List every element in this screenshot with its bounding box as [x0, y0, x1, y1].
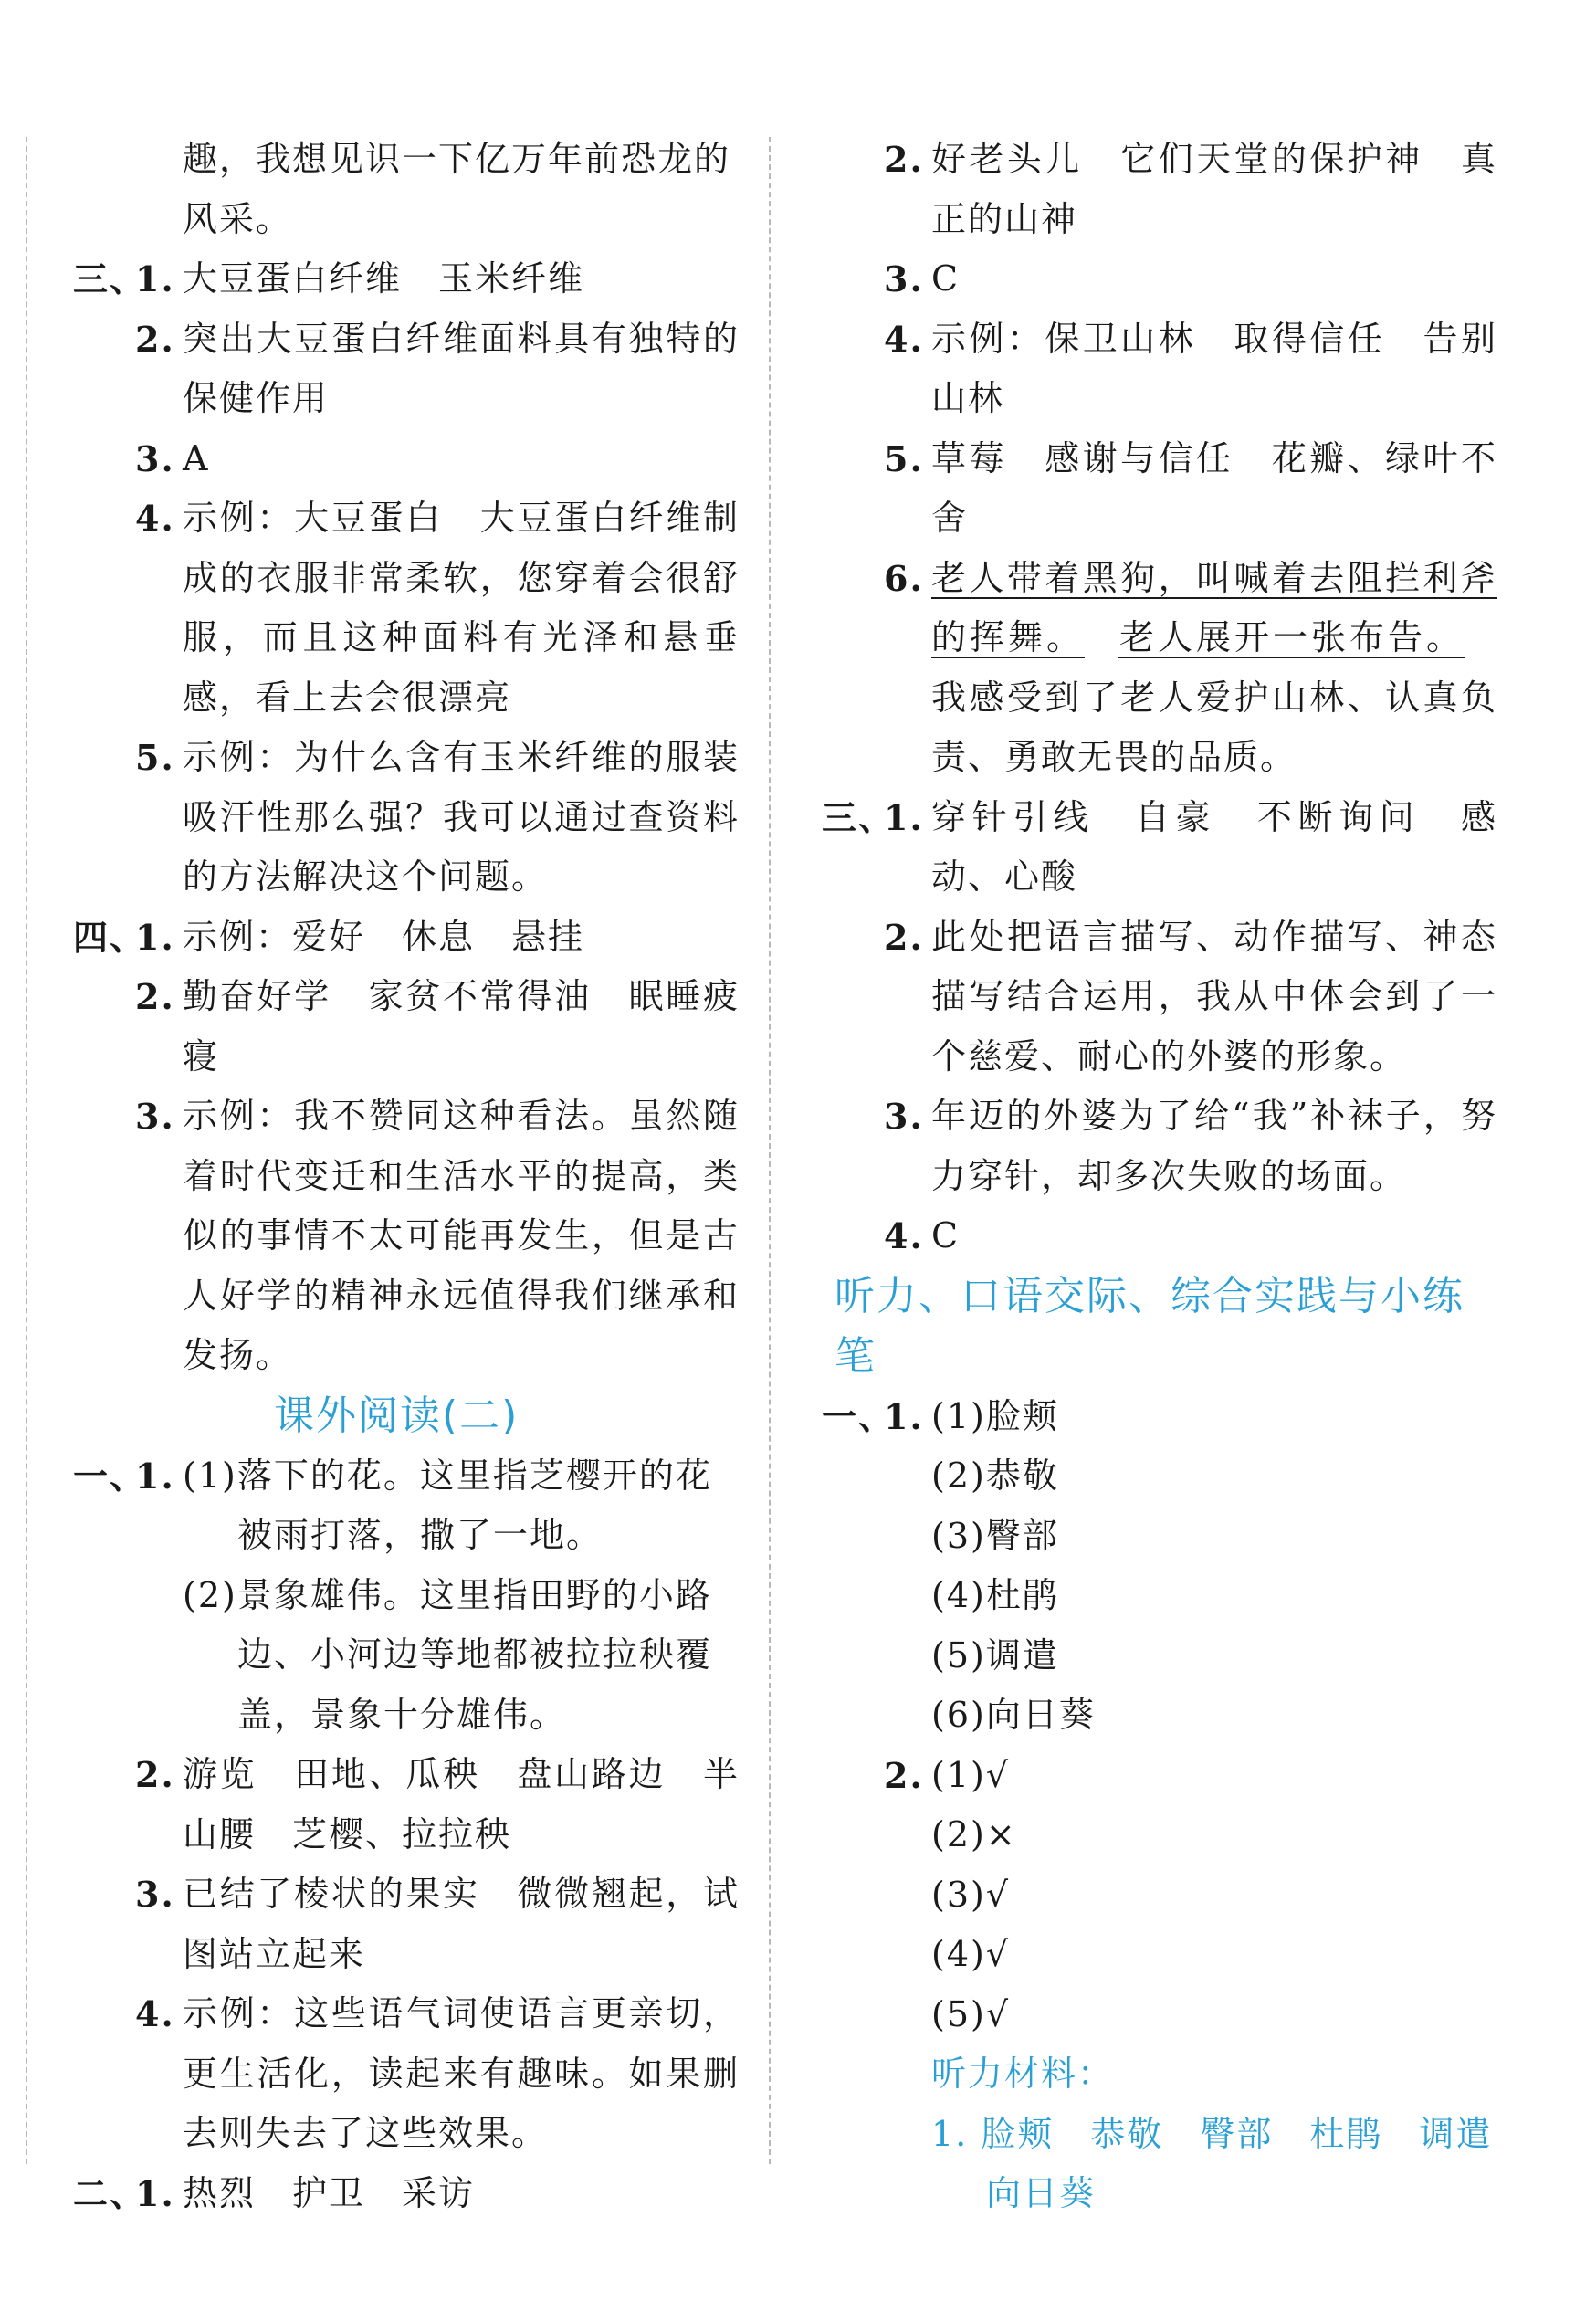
listening-section-1-item-1: [822, 1387, 1497, 1746]
section-3-item-1: [73, 249, 740, 310]
item-number: 2.: [884, 1754, 924, 1796]
underlined-sentence-2: 老人展开一张布告。: [1118, 617, 1465, 657]
item-number: 4.: [884, 318, 924, 360]
answer-text: 大豆蛋白纤维 玉米纤维: [183, 258, 585, 299]
reading-section-1-item-4: [73, 1984, 740, 2164]
answer-remark: 我感受到了老人爱护山林、认真负责、勇敢无畏的品质。: [931, 677, 1497, 777]
section-3-item-3: [73, 429, 740, 489]
item-3: [822, 249, 1497, 310]
item-number: 2.: [135, 976, 175, 1017]
answer-text: 年迈的外婆为了给“我”补袜子，努力穿针，却多次失败的场面。: [931, 1096, 1497, 1196]
section-label: 三、: [73, 258, 147, 299]
item-number: 1.: [135, 258, 175, 299]
item-number: 3.: [135, 437, 175, 479]
answer-text: 草莓 感谢与信任 花瓣、绿叶不舍: [931, 437, 1497, 538]
item-number: 5.: [135, 737, 175, 778]
sub-answer-2: [73, 1566, 740, 1746]
item-number: 1.: [135, 1455, 175, 1497]
answer-text: 已结了棱状的果实 微微翘起，试图站立起来: [183, 1874, 740, 1974]
section-3-item-5: [73, 728, 740, 908]
sub-answer-text: (1)落下的花。这里指芝樱开的花被雨打落，撒了一地。: [183, 1455, 712, 1555]
section-4-item-1: [73, 908, 740, 968]
answer-text: 穿针引线 自豪 不断询问 感动、心酸: [931, 796, 1497, 897]
item-number: 2.: [884, 139, 924, 180]
sub-answer: (4)杜鹃: [931, 1575, 1059, 1615]
answer-text: 示例：大豆蛋白 大豆蛋白纤维制成的衣服非常柔软，您穿着会很舒服，而且这种面料有光泽和悬垂感，看上去会很漂亮: [183, 498, 740, 718]
reading-section-1-item-1: [73, 1446, 740, 1746]
answer-text: A: [183, 437, 210, 478]
sub-answer: (5)调遣: [931, 1634, 1059, 1676]
sub-answer: (1)√: [931, 1754, 1011, 1795]
answer-text: C: [931, 258, 961, 299]
reading-section-2-item-1: [73, 2164, 740, 2224]
answer-text: 示例：我不赞同这种看法。虽然随着时代变迁和生活水平的提高，类似的事情不太可能再发生，但是古人好学的精神永远值得我们继承和发扬。: [183, 1096, 740, 1375]
answer-text: 示例：这些语气词使语言更亲切，更生活化，读起来有趣味。如果删去则失去了这些效果。: [183, 1993, 740, 2153]
reading-section-1-item-3: [73, 1865, 740, 1984]
continued-answer: [73, 130, 740, 249]
item-number: 3.: [135, 1096, 175, 1137]
item-number: 3.: [884, 1096, 924, 1137]
column-divider: [769, 137, 771, 2164]
item-4: [822, 310, 1497, 429]
section-3-item-4: [822, 1206, 1497, 1266]
answer-text: 此处把语言描写、动作描写、神态描写结合运用，我从中体会到了一个慈爱、耐心的外婆的形象。: [931, 916, 1497, 1077]
answer-text: C: [931, 1215, 961, 1256]
item-number: 2.: [135, 1754, 175, 1795]
listening-words: 脸颊 恭敬 臀部 杜鹃 调遣 向日葵: [981, 2113, 1529, 2213]
item-5: [822, 429, 1497, 549]
item-number: 2.: [135, 318, 175, 360]
answer-text: 示例：爱好 休息 悬挂: [183, 916, 585, 957]
continued-line-2: 风采。: [183, 198, 293, 239]
section-3-item-1: [822, 788, 1497, 908]
item-number: 4.: [884, 1215, 924, 1256]
section-label: 二、: [73, 2172, 147, 2214]
sub-answer-1: [73, 1446, 740, 1566]
sub-answer: (4)√: [931, 1934, 1011, 1974]
answer-text: 勤奋好学 家贫不常得油 眠睡疲寝: [183, 976, 740, 1077]
section-label: 一、: [73, 1455, 147, 1497]
section-4-item-2: [73, 967, 740, 1087]
left-margin-divider: [26, 137, 27, 2164]
item-number: 4.: [135, 498, 175, 539]
section-4-item-3: [73, 1087, 740, 1386]
answer-text: 好老头儿 它们天堂的保护神 真正的山神: [931, 139, 1497, 239]
item-number: 6.: [884, 557, 924, 599]
continued-line-1: 趣，我想见识一下亿万年前恐龙的: [183, 139, 731, 179]
section-3-item-2: [73, 310, 740, 429]
item-number: 3.: [884, 258, 924, 299]
sub-answer: (1)脸颊: [931, 1395, 1059, 1436]
reading-section-1-item-2: [73, 1745, 740, 1865]
section-heading: 听力、口语交际、综合实践与小练笔: [835, 1272, 1465, 1380]
answer-text: 热烈 护卫 采访: [183, 2172, 476, 2213]
item-number: 1.: [135, 916, 175, 958]
section-label: 三、: [822, 796, 896, 838]
sub-answer: (3)√: [931, 1874, 1011, 1915]
sub-answer-text: (2)景象雄伟。这里指田野的小路边、小河边等地都被拉拉秧覆盖，景象十分雄伟。: [183, 1574, 713, 1735]
item-number: 2.: [884, 916, 924, 958]
item-6: [822, 549, 1497, 788]
item-2: [822, 130, 1497, 249]
section-label: 一、: [822, 1395, 896, 1437]
section-3-item-2: [822, 908, 1497, 1087]
section-3-item-4: [73, 489, 740, 728]
underlined-sentence-1: 老人带着黑狗，叫喊着去阻拦利斧的挥舞。: [931, 557, 1497, 657]
listening-material: [822, 2044, 1529, 2224]
item-number: 1.: [884, 796, 924, 838]
sub-answer: (2)×: [931, 1814, 1017, 1854]
sub-answer: (3)臀部: [931, 1515, 1059, 1556]
item-number: 1.: [135, 2172, 175, 2214]
item-number: 1.: [884, 1395, 924, 1437]
section-label: 四、: [73, 916, 147, 958]
answer-text: 突出大豆蛋白纤维面料具有独特的保健作用: [183, 318, 740, 418]
item-number: 1.: [931, 2113, 969, 2154]
answer-text: 游览 田地、瓜秧 盘山路边 半山腰 芝樱、拉拉秧: [183, 1754, 740, 1854]
item-number: 3.: [135, 1874, 175, 1915]
listening-section-1-item-2: [822, 1746, 1497, 2045]
answer-text: 示例：为什么含有玉米纤维的服装吸汗性那么强？我可以通过查资料的方法解决这个问题。: [183, 737, 740, 897]
answer-text: 示例：保卫山林 取得信任 告别山林: [931, 318, 1497, 418]
sub-answer: (2)恭敬: [931, 1455, 1059, 1496]
sub-answer: (5)√: [931, 1993, 1011, 2034]
listening-material-item: [822, 2105, 1529, 2224]
sub-answer: (6)向日葵: [931, 1695, 1096, 1735]
section-heading: 课外阅读(二): [274, 1392, 520, 1439]
right-column: [822, 130, 1529, 2224]
listening-material-label: 听力材料：: [931, 2054, 1115, 2094]
section-3-item-3: [822, 1087, 1497, 1206]
listening-material-text: [931, 2105, 1529, 2224]
item-number: 5.: [884, 437, 924, 479]
item-number: 4.: [135, 1993, 175, 2034]
left-column: [73, 130, 740, 2223]
